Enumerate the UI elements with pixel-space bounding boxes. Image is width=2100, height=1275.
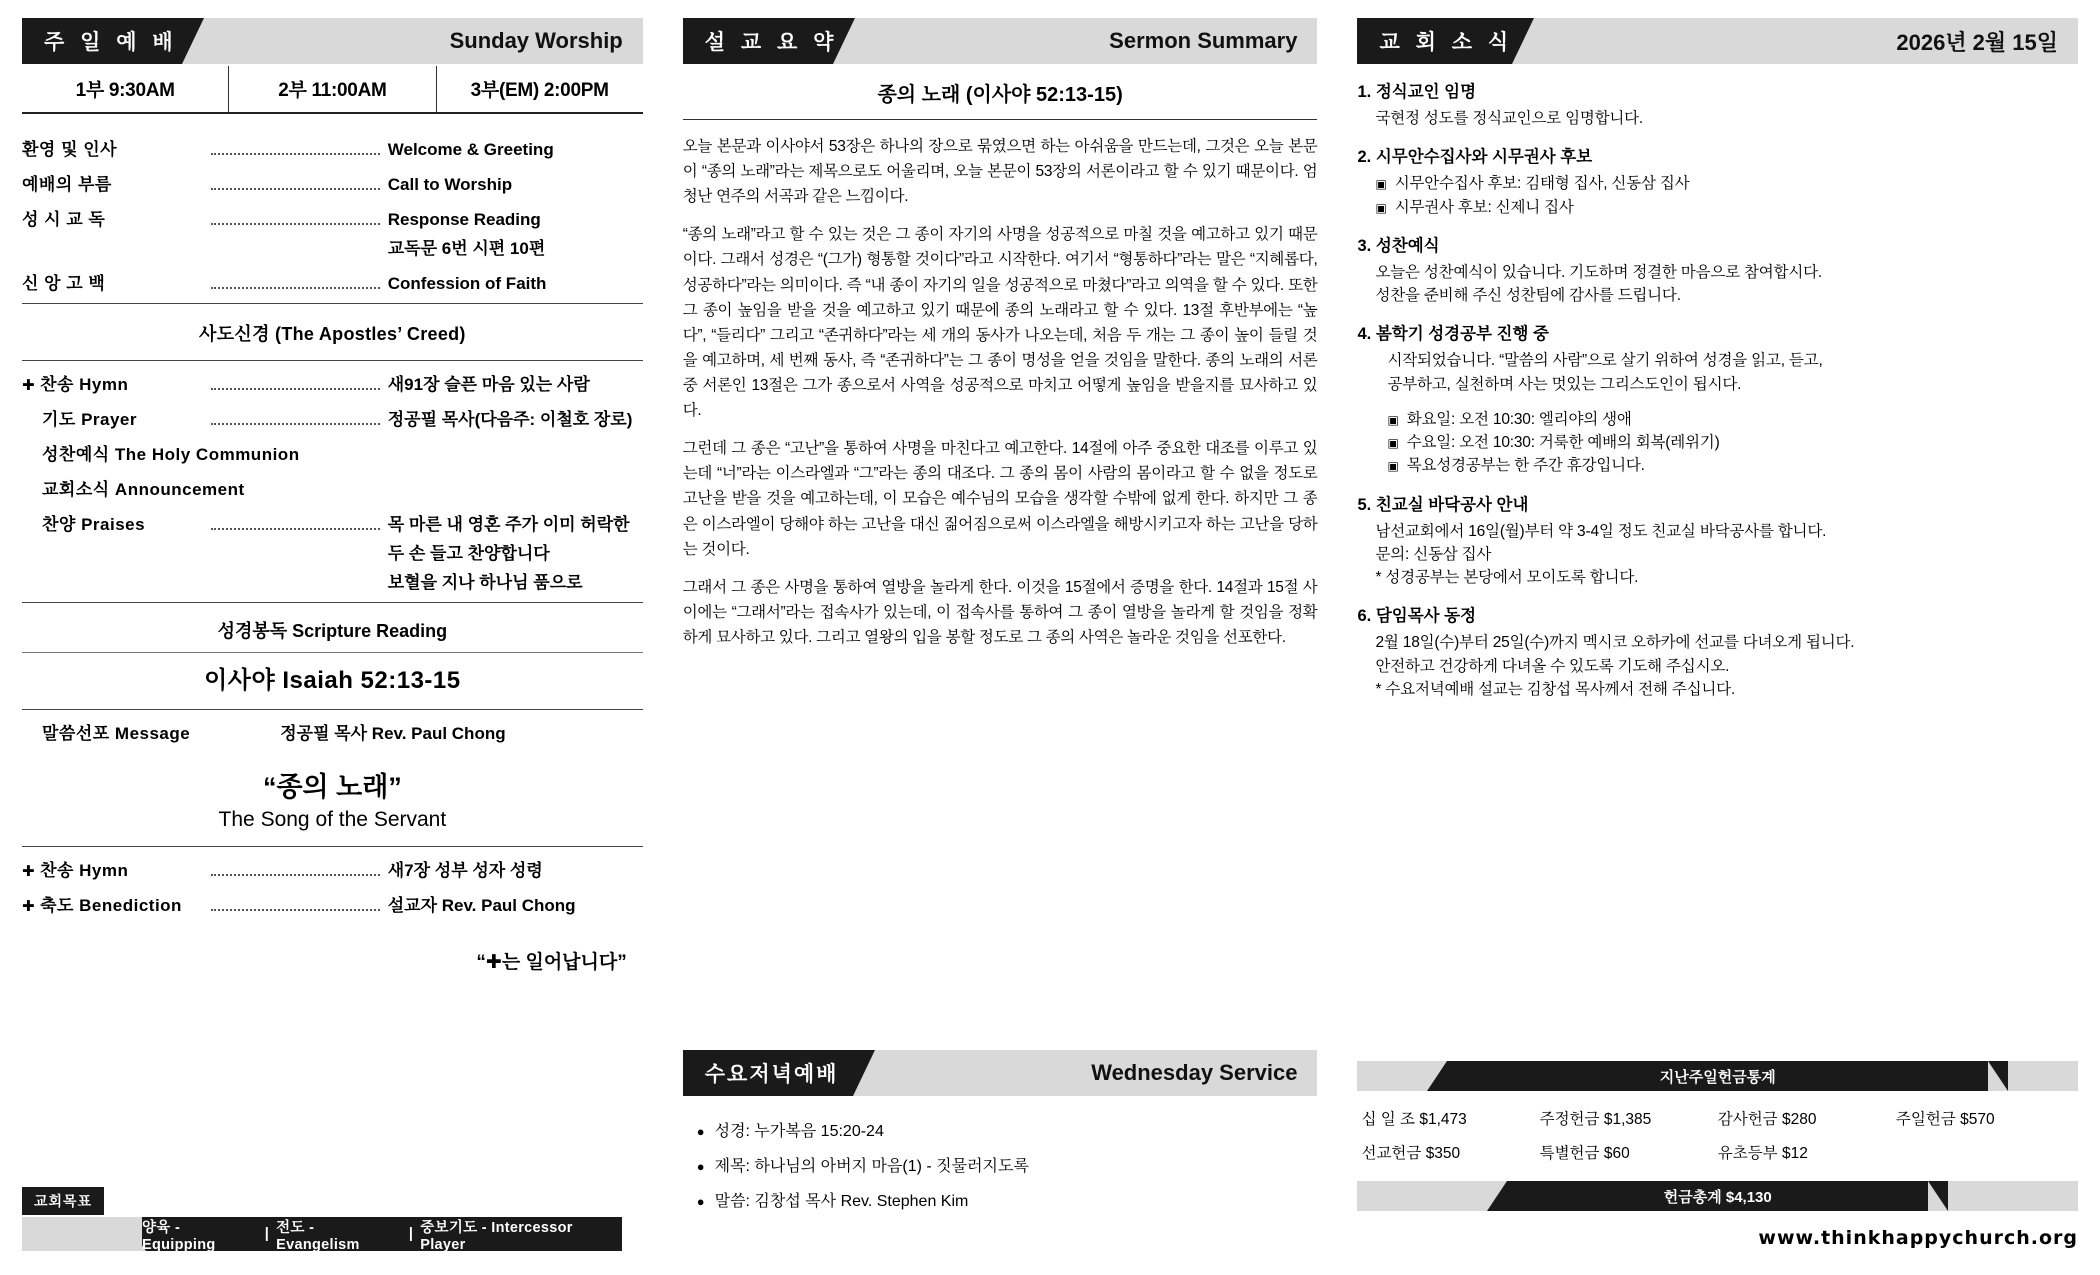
square-bullet-icon: ▣ <box>1387 412 1399 427</box>
order-label <box>22 370 207 395</box>
wednesday-item <box>697 1147 1318 1182</box>
offering-row <box>1361 1101 2074 1135</box>
church-goal-tag: 교회목표 <box>22 1187 104 1215</box>
praise-line-1: 목 마른 내 영혼 주가 이미 허락한 <box>387 515 630 534</box>
wednesday-item-text: 제목: 하나님의 아버지 마음(1) - 짓물러지도록 <box>714 1158 1029 1175</box>
news-item-line: * 성경공부는 본당에서 모이도록 합니다. <box>1375 569 1639 586</box>
square-bullet-icon: ▣ <box>1387 436 1399 450</box>
offering-amount: $1,385 <box>1603 1111 1652 1128</box>
message-value: 정공필 목사 Rev. Paul Chong <box>280 724 506 743</box>
offering-label: 특별헌금 <box>1539 1145 1600 1162</box>
offering-cell <box>1540 1107 1718 1129</box>
news-item-line: 남선교회에서 16일(월)부터 약 3-4일 정도 친교실 바닥공사를 합니다. <box>1375 522 1827 540</box>
news-item-line <box>1357 454 2078 477</box>
standup-note: “✚는 일어납니다” <box>476 952 627 973</box>
news-item-line: 안전하고 건강하게 다녀올 수 있도록 기도해 주십시오. <box>1375 657 1730 675</box>
square-bullet-icon: ▣ <box>1375 200 1387 215</box>
sermon-summary-banner <box>683 18 1318 64</box>
message-label: 말씀선포 Message <box>42 724 191 743</box>
cross-icon: ✚ <box>22 863 36 880</box>
sermon-paragraph: 그래서 그 종은 사명을 통하여 열방을 놀라게 한다. 이것을 15절에서 증명을 한다. 14절과 15절 사이에는 “그래서”라는 접속사가 있는데, 이 접속사를 통하여 그 종이 열방을 놀라게 할 것임을 정확하게 묘사하고 있다. 그리고 열왕의 입을 봉할 정도로 그 종의 사역은 놀라운 것임을 선포한다. <box>682 578 1318 646</box>
order-row <box>22 200 643 264</box>
order-row <box>22 165 643 200</box>
cross-icon: ✚ <box>22 898 36 915</box>
church-goal-bar <box>22 1217 622 1251</box>
church-news-column <box>1339 18 2078 1257</box>
divider <box>22 652 643 653</box>
news-line-text: 시무권사 후보: 신제니 집사 <box>1394 198 1574 216</box>
news-spacer <box>1357 396 2078 408</box>
news-item-line: 2월 18일(수)부터 25일(수)까지 멕시코 오하카에 선교를 다녀오게 됩니다. <box>1375 634 1855 652</box>
offering-total-bar <box>1357 1181 2078 1211</box>
order-value: 정공필 목사(다음주: 이철호 장로) <box>387 410 633 429</box>
announcement-row <box>22 470 643 505</box>
order-label <box>22 856 207 881</box>
order-value: 새91장 슬픈 마음 있는 사람 <box>387 375 590 394</box>
dot-leader <box>211 223 380 225</box>
news-item-head: 1. 정식교인 임명 <box>1357 83 1477 101</box>
website-url: www.thinkhappychurch.org <box>1758 1227 2079 1249</box>
news-list <box>1357 64 2078 701</box>
dot-leader <box>211 528 380 530</box>
news-item-head: 4. 봄학기 성경공부 진행 중 <box>1357 325 1549 344</box>
sermon-paragraph: 오늘 본문과 이사야서 53장은 하나의 장으로 묶였으면 하는 아쉬움을 만드는데, 그것은 오늘 본문이 “종의 노래”라는 제목으로도 어울리며, 오늘 본문이 53장의 서론이라고 할 수 있기 때문이다. 엄청난 연주의 서곡과 같은 느낌이다. <box>682 138 1318 206</box>
news-line-text: 시무안수집사 후보: 김태형 집사, 신동삼 집사 <box>1394 175 1690 193</box>
offering-cell <box>1718 1107 1896 1129</box>
order-row <box>22 400 643 435</box>
communion-label: 성찬예식 The Holy Communion <box>42 445 300 464</box>
order-row <box>22 130 643 165</box>
offering-statistics-section <box>1357 1061 2078 1211</box>
wednesday-service-banner <box>683 1050 1318 1096</box>
goal-separator: | <box>408 1226 414 1242</box>
sermon-title-ko: “종의 노래” <box>262 772 402 802</box>
news-item-line: 공부하고, 실천하며 사는 멋있는 그리스도인이 됩시다. <box>1387 375 1742 393</box>
offering-rows <box>1357 1091 2078 1177</box>
offering-amount: $350 <box>1425 1145 1461 1162</box>
offering-cell <box>1718 1141 1896 1163</box>
offering-label: 유초등부 <box>1717 1145 1778 1162</box>
order-label: 신 앙 고 백 <box>22 274 106 293</box>
offering-label: 주정헌금 <box>1539 1111 1600 1128</box>
sermon-paragraph: “종의 노래”라고 할 수 있는 것은 그 종이 자기의 사명을 성공적으로 마칠 것을 예고하고 있기 때문이다. 그래서 성경은 “(그가) 형통할 것이다”라고 시작한다. 여기서 “형통하다”라는 말은 “지혜롭다, 성공하다”라는 의미이다. 즉 “내 종이 자기의 일을 성공적으로 마쳤다”라고 의역을 할 수 있다. 또한 그 종이 높임을 받을 것을 예고하고 있기 때문에 종의 노래라고 할 수 있다. 13절 후반부에는 “높다”, “들리다” 그리고 “존귀하다”라는 세 개의 동사가 나오는데, 처음 두 개는 그 종이 높이 들릴 것을 예고하며, 세 번째 동사, 즉 “존귀하다”는 그 종이 명성을 얻을 것임을 말한다. 종의 노래의 서론 중 서론인 13절은 그가 종으로서 사역을 성공적으로 마치고 어떻게 높임을 받을지를 묘사하고 있다. <box>682 226 1318 420</box>
offering-label: 감사헌금 <box>1717 1111 1778 1128</box>
news-item-line <box>1357 196 2078 219</box>
news-item-head: 3. 성찬예식 <box>1357 236 1440 255</box>
offering-header-text: 지난주일헌금통계 <box>1659 1068 1776 1086</box>
goal-item-1: 양육 - Equipping <box>142 1219 216 1253</box>
order-value-sub: 교독문 6번 시편 10편 <box>387 239 546 258</box>
news-item-line: 국현정 성도를 정식교인으로 임명합니다. <box>1375 110 1644 127</box>
offering-total-text: 헌금총계 $4,130 <box>1663 1188 1772 1206</box>
wednesday-items <box>683 1096 1318 1217</box>
order-row <box>22 264 643 299</box>
scripture-reading-label: 성경봉독 Scripture Reading <box>217 621 448 641</box>
scripture-reference: 이사야 Isaiah 52:13-15 <box>204 667 461 694</box>
wednesday-item-text: 말씀: 김창섭 목사 Rev. Stephen Kim <box>714 1193 969 1210</box>
wednesday-service-section <box>683 1050 1318 1217</box>
bullet-icon: ● <box>696 1124 705 1139</box>
offering-label: 선교헌금 <box>1361 1145 1422 1162</box>
news-line-text: 목요성경공부는 한 주간 휴강입니다. <box>1406 457 1645 475</box>
offering-cell <box>1896 1107 2074 1129</box>
message-row <box>22 714 643 749</box>
sunday-worship-column <box>22 18 661 1257</box>
offering-cell-empty <box>1896 1141 2074 1163</box>
service-time-1: 1부 9:30AM <box>75 80 175 101</box>
dot-leader <box>211 909 380 911</box>
communion-row <box>22 435 643 470</box>
order-label: 예배의 부름 <box>22 175 112 194</box>
order-value: Welcome & Greeting <box>387 140 554 159</box>
praises-row <box>22 505 643 598</box>
columns-container <box>22 18 2078 1257</box>
service-time-3: 3부(EM) 2:00PM <box>436 66 643 112</box>
offering-cell <box>1361 1141 1539 1163</box>
order-row <box>22 365 643 400</box>
wednesday-banner-en: Wednesday Service <box>1091 1060 1298 1085</box>
order-value: Confession of Faith <box>387 274 547 293</box>
order-row <box>22 851 643 886</box>
apostles-creed-line: 사도신경 (The Apostles’ Creed) <box>199 324 466 344</box>
goal-item-2: 전도 - Evangelism <box>276 1219 360 1253</box>
news-banner-date: 2026년 2월 15일 <box>1896 29 2059 55</box>
order-label-text: 찬송 Hymn <box>40 861 129 880</box>
news-line-text: 수요일: 오전 10:30: 거룩한 예배의 회복(레위기) <box>1406 434 1720 451</box>
news-line-text: 화요일: 오전 10:30: 엘리야의 생애 <box>1406 410 1632 428</box>
offering-cell <box>1361 1107 1539 1129</box>
praise-line-3: 보혈을 지나 하나님 품으로 <box>387 573 583 592</box>
news-item-line: 오늘은 성찬예식이 있습니다. 기도하며 정결한 마음으로 참여합시다. <box>1375 263 1822 281</box>
offering-amount: $60 <box>1603 1145 1630 1162</box>
divider <box>22 360 643 361</box>
order-of-worship <box>22 130 643 974</box>
divider <box>22 709 643 710</box>
news-item <box>1357 78 2078 130</box>
dot-leader <box>211 188 380 190</box>
praises-value <box>388 510 643 593</box>
dot-leader <box>211 153 380 155</box>
sunday-worship-banner-ko: 주 일 예 배 <box>44 31 178 54</box>
order-value: 새7장 성부 성자 성령 <box>387 861 543 880</box>
sunday-worship-banner-en: Sunday Worship <box>449 28 623 53</box>
news-item <box>1357 320 2078 477</box>
bullet-icon: ● <box>696 1159 705 1174</box>
offering-amount: $280 <box>1781 1111 1817 1128</box>
offering-row <box>1361 1135 2074 1169</box>
order-label: 환영 및 인사 <box>22 140 118 159</box>
order-value: 설교자 Rev. Paul Chong <box>387 896 576 915</box>
dot-leader <box>211 423 380 425</box>
news-item-line: 시작되었습니다. “말씀의 사람”으로 살기 위하여 성경을 읽고, 듣고, <box>1387 352 1823 370</box>
wednesday-item <box>697 1182 1318 1217</box>
order-label: 기도 Prayer <box>42 410 138 429</box>
church-goal-section <box>22 1187 622 1251</box>
order-row <box>22 886 643 921</box>
wednesday-item <box>697 1112 1318 1147</box>
news-item-line <box>1357 408 2078 431</box>
sermon-title-en: The Song of the Servant <box>218 808 447 831</box>
news-item-line <box>1357 172 2078 195</box>
offering-amount: $1,473 <box>1419 1111 1467 1128</box>
sermon-banner-en: Sermon Summary <box>1109 28 1298 53</box>
news-item <box>1357 491 2078 590</box>
church-news-banner <box>1357 18 2078 64</box>
offering-label: 십 일 조 <box>1361 1111 1416 1128</box>
order-label-text: 찬송 Hymn <box>40 375 129 394</box>
news-item-line <box>1357 431 2078 454</box>
news-item-head: 5. 친교실 바닥공사 안내 <box>1357 495 1529 514</box>
sermon-summary-title: 종의 노래 (이사야 52:13-15) <box>683 64 1318 120</box>
order-label: 성 시 교 독 <box>22 210 106 229</box>
sunday-worship-banner <box>22 18 643 64</box>
divider <box>22 303 643 304</box>
cross-icon: ✚ <box>22 377 36 394</box>
news-item <box>1357 143 2078 219</box>
order-value: Call to Worship <box>387 175 513 194</box>
order-value <box>388 210 643 259</box>
square-bullet-icon: ▣ <box>1375 177 1387 192</box>
offering-cell <box>1540 1141 1718 1163</box>
offering-amount: $12 <box>1781 1145 1808 1162</box>
dot-leader <box>211 388 380 390</box>
order-value-main: Response Reading <box>387 210 541 229</box>
news-item <box>1357 602 2078 701</box>
news-banner-ko: 교 회 소 식 <box>1379 31 1514 54</box>
offering-label: 주일헌금 <box>1895 1111 1956 1128</box>
square-bullet-icon: ▣ <box>1387 459 1399 474</box>
service-times <box>22 66 643 114</box>
news-item-head: 2. 시무안수집사와 시무권사 후보 <box>1357 148 1593 167</box>
sermon-summary-column <box>661 18 1340 1257</box>
news-item-line: 성찬을 준비해 주신 성찬팀에 감사를 드립니다. <box>1375 287 1681 304</box>
announcement-label: 교회소식 Announcement <box>42 480 245 499</box>
offering-amount: $570 <box>1960 1111 1995 1128</box>
order-label <box>22 891 207 916</box>
goal-separator: | <box>264 1226 270 1242</box>
news-item-head: 6. 담임목사 동정 <box>1357 607 1477 626</box>
service-time-2: 2부 11:00AM <box>228 66 435 112</box>
divider <box>22 846 643 847</box>
news-item <box>1357 232 2078 308</box>
dot-leader <box>211 287 380 289</box>
wednesday-banner-ko: 수요저녁예배 <box>704 1063 839 1086</box>
goal-item-3: 중보기도 - Intercessor Player <box>420 1219 573 1253</box>
bullet-icon: ● <box>696 1194 705 1209</box>
praises-label: 찬양 Praises <box>42 515 146 534</box>
praise-line-2: 두 손 들고 찬양합니다 <box>387 544 550 563</box>
news-item-line: 문의: 신동삼 집사 <box>1375 545 1492 563</box>
offering-header <box>1357 1061 2078 1091</box>
dot-leader <box>211 874 380 876</box>
sermon-banner-ko: 설 교 요 약 <box>704 31 839 54</box>
divider <box>22 602 643 603</box>
order-label-text: 축도 Benediction <box>40 896 182 915</box>
news-item-line: * 수요저녁예배 설교는 김창섭 목사께서 전해 주십니다. <box>1375 680 1736 698</box>
sermon-paragraph: 그런데 그 종은 “고난”을 통하여 사명을 마친다고 예고한다. 14절에 아주 중요한 대조를 이루고 있는데 “너”라는 이스라엘과 “그”라는 종의 대조다. 그 종의 몸이 사람의 몸이라고 할 수 없을 정도로 고난을 받을 것을 예고하는데, 이 모습은 예수님의 모습을 생각할 수밖에 없게 한다. 하지만 그 종은 이스라엘이 당해야 하는 고난을 대신 짊어짐으로써 이스라엘을 해방시키고자 하는 고난을 당하는 것이다. <box>682 440 1318 558</box>
wednesday-item-text: 성경: 누가복음 15:20-24 <box>714 1123 884 1140</box>
